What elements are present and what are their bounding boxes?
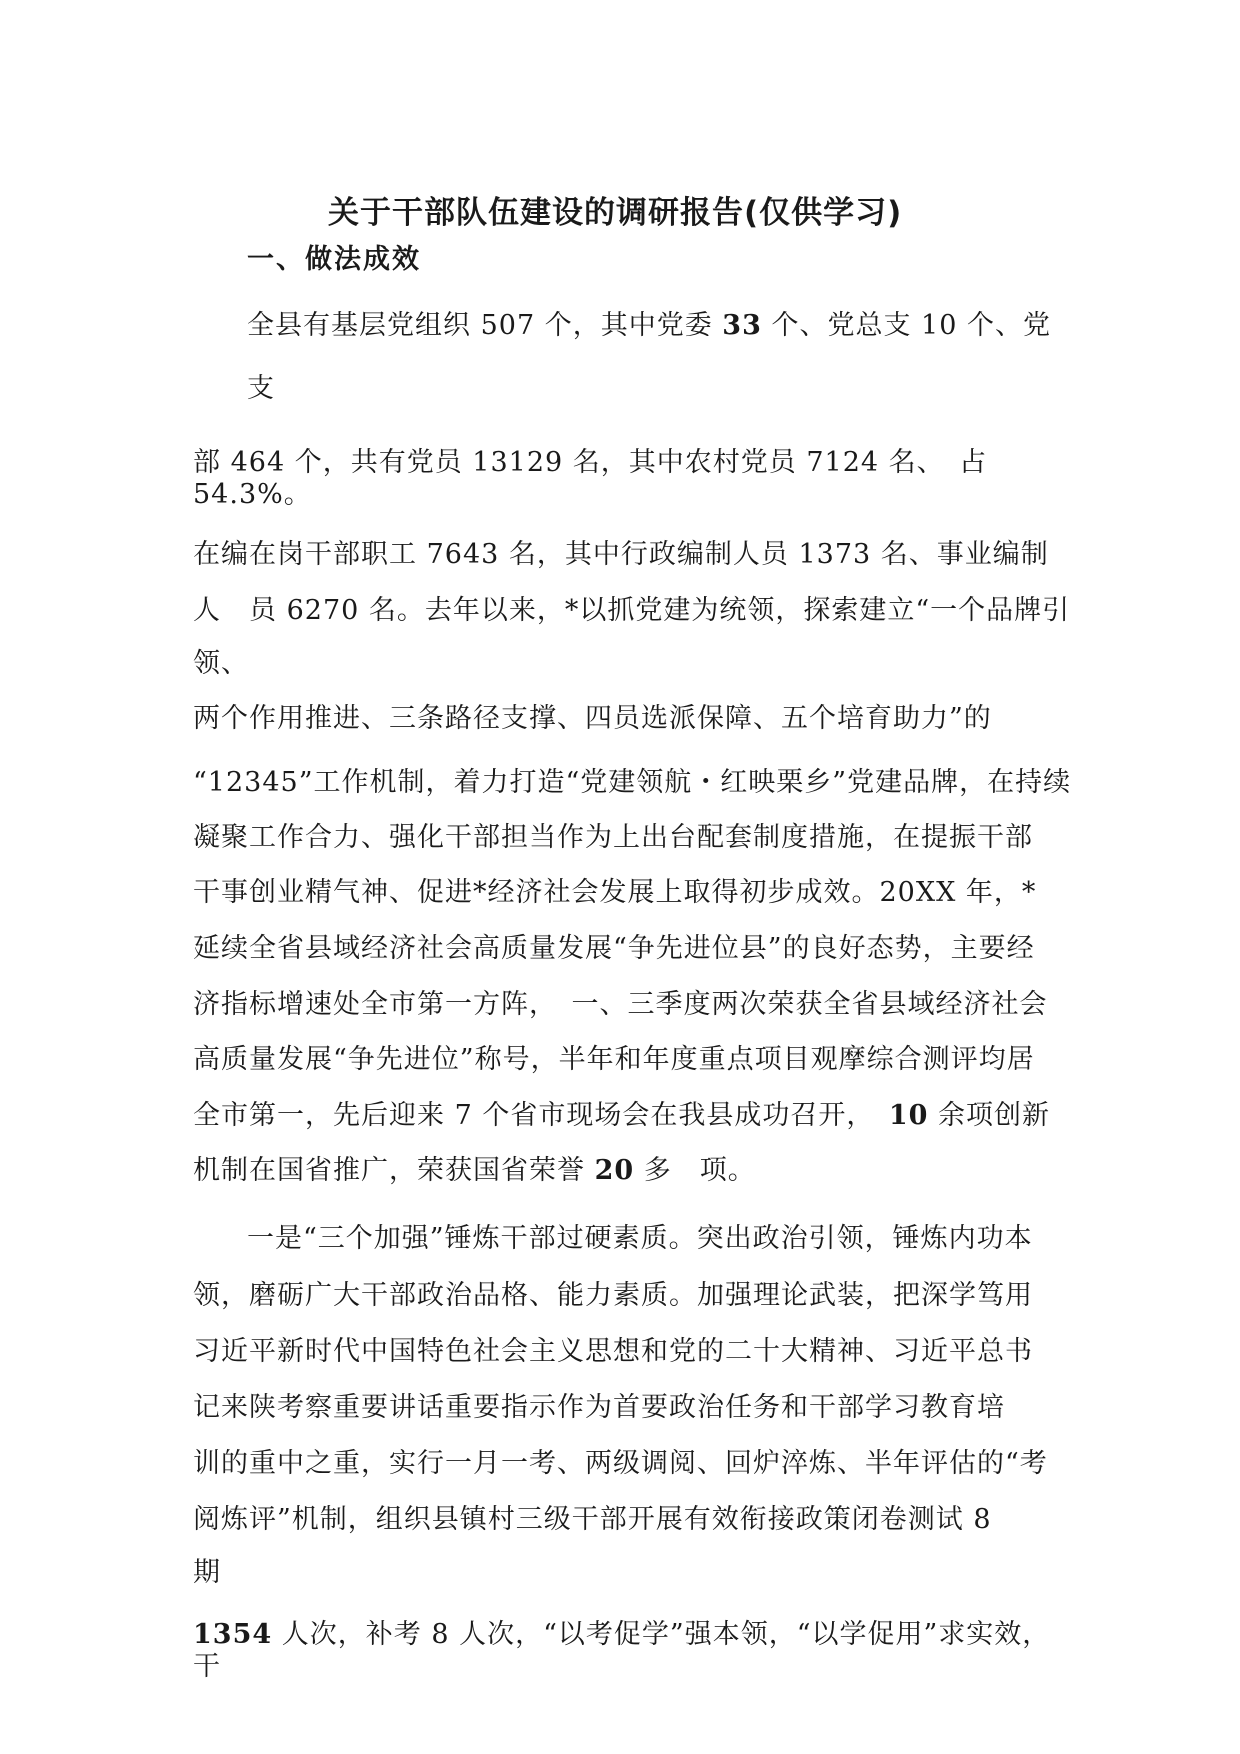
- document-title: 关于干部队伍建设的调研报告(仅供学习): [328, 195, 903, 231]
- paragraph-line: 训的重中之重，实行一月一考、两级调阅、回炉淬炼、半年评估的“考: [193, 1448, 1048, 1479]
- paragraph-line: 干事创业精气神、促进*经济社会发展上取得初步成效。20XX 年，*: [193, 877, 1037, 908]
- paragraph-line: 54.3%。: [193, 479, 312, 510]
- section-heading: 一、做法成效: [247, 244, 421, 275]
- paragraph-line: 高质量发展“争先进位”称号，半年和年度重点项目观摩综合测评均居: [193, 1044, 1035, 1075]
- text-run: 1354: [193, 1619, 273, 1650]
- paragraph-line: [193, 1099, 1050, 1133]
- paragraph-line: 济指标增速处全市第一方阵， 一、三季度两次荣获全省县域经济社会: [193, 989, 1048, 1020]
- text-run: 个、党总支 10 个、党: [761, 310, 1051, 341]
- paragraph-line: 延续全省县域经济社会高质量发展“争先进位县”的良好态势，主要经: [193, 933, 1035, 964]
- paragraph-line: 领，磨砺广大干部政治品格、能力素质。加强理论武装，把深学笃用: [193, 1280, 1033, 1311]
- paragraph-line: 在编在岗干部职工 7643 名，其中行政编制人员 1373 名、事业编制: [193, 539, 1049, 570]
- paragraph-line: 习近平新时代中国特色社会主义思想和党的二十大精神、习近平总书: [193, 1336, 1033, 1367]
- paragraph-line: 干: [193, 1651, 221, 1682]
- text-run: 机制在国省推广，荣获国省荣誉: [193, 1155, 595, 1186]
- text-run: 20: [594, 1155, 635, 1186]
- text-run: 余项创新: [928, 1100, 1051, 1131]
- paragraph-line: 领、: [193, 648, 249, 679]
- paragraph-line: 两个作用推进、三条路径支撑、四员选派保障、五个培育助力”的: [193, 703, 992, 734]
- text-run: 人次，补考 8 人次，“以考促学”强本领，“以学促用”求实效，: [272, 1619, 1051, 1650]
- paragraph-line: 一是“三个加强”锤炼干部过硬素质。突出政治引领，锤炼内功本: [247, 1223, 1033, 1254]
- text-run: 全市第一，先后迎来 7 个省市现场会在我县成功召开，: [193, 1100, 889, 1131]
- paragraph-line: 凝聚工作合力、强化干部担当作为上出台配套制度措施，在提振干部: [193, 822, 1033, 853]
- paragraph-line: [193, 1618, 1050, 1652]
- paragraph-line: 阅炼评”机制，组织县镇村三级干部开展有效衔接政策闭卷测试 8: [193, 1504, 992, 1535]
- paragraph-line: 部 464 个，共有党员 13129 名，其中农村党员 7124 名、 占: [193, 447, 988, 478]
- text-run: 全县有基层党组织 507 个，其中党委: [247, 310, 723, 341]
- text-run: 多 项。: [634, 1155, 756, 1186]
- paragraph-line: [247, 309, 1051, 343]
- paragraph-line: 支: [247, 373, 275, 404]
- paragraph-line: 记来陕考察重要讲话重要指示作为首要政治任务和干部学习教育培: [193, 1392, 1005, 1423]
- paragraph-line: [193, 1154, 756, 1188]
- paragraph-line: “12345”工作机制，着力打造“党建领航・红映栗乡”党建品牌，在持续: [193, 767, 1072, 798]
- paragraph-line: 人 员 6270 名。去年以来，*以抓党建为统领，探索建立“一个品牌引: [193, 595, 1071, 626]
- text-run: 33: [722, 310, 762, 341]
- text-run: 10: [888, 1100, 929, 1131]
- paragraph-line: 期: [193, 1557, 221, 1588]
